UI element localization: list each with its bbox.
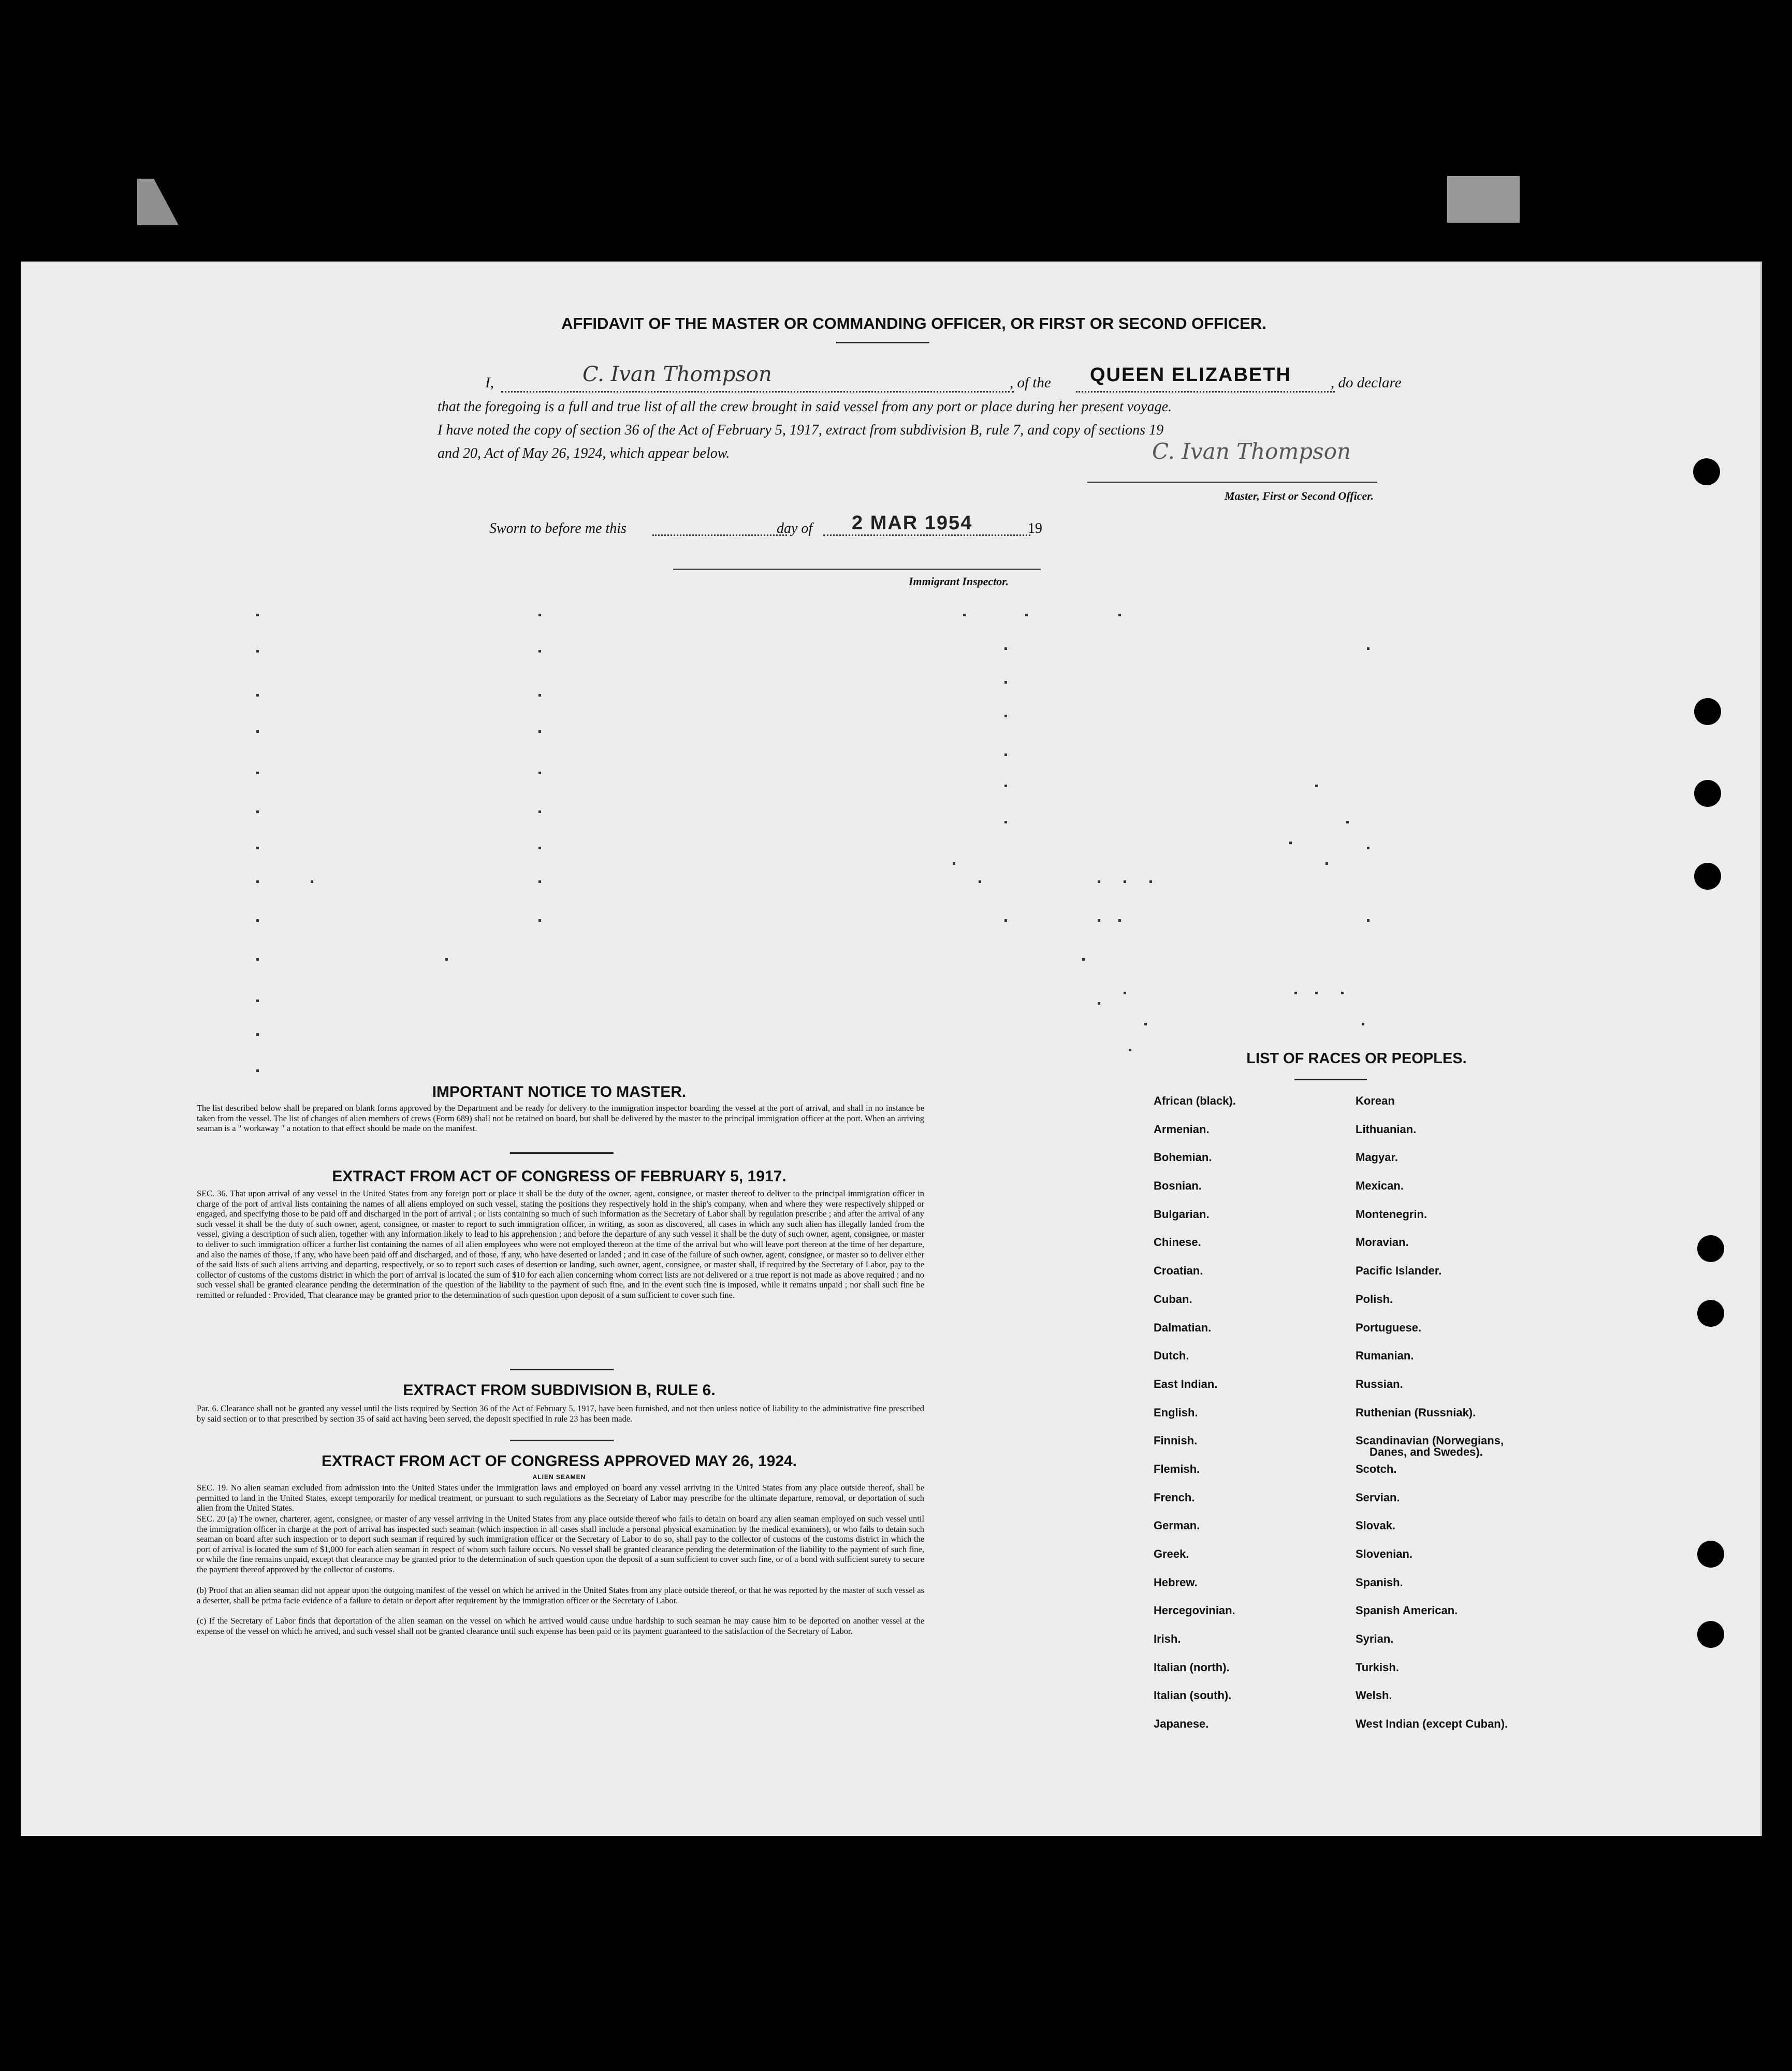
extract-1924-sec19: SEC. 19. No alien seaman excluded from admission into the United States under the immigration laws and employed on board any vessel arriving in the United States from any place outside thereof, shall be permitted to land in the United States, except temporarily for medical treatment, or pursuant to such regulations as the Secretary of Labor may prescribe for the ultimate departure, removal, or deportation of such alien from the United States. (197, 1483, 924, 1513)
punch-hole (1697, 1235, 1724, 1262)
bleed-dot (538, 847, 541, 849)
paper-scrap-right (1447, 176, 1520, 223)
race-left-item: Hercegovinian. (1154, 1604, 1235, 1617)
extract-1924-sec20b: (b) Proof that an alien seaman did not appear upon the outgoing manifest of the vessel on which he arrived in the United States from any place outside thereof, or that he was reported by the master of such vessel as a deserter, shall be prima facie evidence of a failure to detain or deport after requirement by the immigration officer or the Secretary of Labor. (197, 1585, 924, 1605)
bleed-dot (1004, 715, 1007, 717)
bleed-dot (1082, 958, 1085, 961)
bleed-dot (256, 1069, 259, 1072)
bleed-dot (1294, 992, 1297, 994)
vessel-name: QUEEN ELIZABETH (1090, 364, 1291, 386)
extract-rule6-title: EXTRACT FROM SUBDIVISION B, RULE 6. (403, 1382, 716, 1399)
race-left-item: East Indian. (1154, 1377, 1218, 1391)
race-right-item: Syrian. (1356, 1632, 1394, 1646)
race-left-item: Japanese. (1154, 1717, 1209, 1731)
bleed-dot (256, 880, 259, 883)
affidavit-i-label: I, (485, 374, 494, 391)
date-stamp: 2 MAR 1954 (852, 512, 973, 534)
bleed-dot (256, 1000, 259, 1002)
affidavit-line-4: and 20, Act of May 26, 1924, which appear below. (438, 445, 730, 461)
race-left-item: Chinese. (1154, 1236, 1201, 1249)
race-right-item: Spanish American. (1356, 1604, 1458, 1617)
extract-1917-title: EXTRACT FROM ACT OF CONGRESS OF FEBRUARY 5, 1917. (332, 1168, 786, 1185)
bleed-dot (1367, 647, 1370, 650)
race-right-item: Korean (1356, 1094, 1395, 1107)
race-left-item: Italian (south). (1154, 1689, 1232, 1702)
notice-body: The list described below shall be prepared on blank forms approved by the Department and be ready for delivery to the immigration inspector boarding the vessel at the port of arrival, and shall in no instance be taken from the vessel. The list of changes of alien members of crews (Form 689) shall not be retained on board, but shall be delivered by the master to the principal immigration officer at the port. When an arriving seaman is a " workaway " a notation to that effect should be made on the manifest. (197, 1103, 924, 1134)
bleed-dot (953, 862, 955, 865)
race-right-item: Mexican. (1356, 1179, 1404, 1193)
affidavit-line-2: that the foregoing is a full and true list of all the crew brought in said vessel from any port or place during her present voyage. (438, 399, 1172, 415)
form-sheet (21, 262, 1762, 1836)
bleed-dot (963, 614, 966, 616)
punch-hole (1694, 698, 1721, 725)
bleed-dot (1367, 847, 1370, 849)
bleed-dot (1004, 919, 1007, 922)
race-left-item: Hebrew. (1154, 1575, 1198, 1589)
bleed-dot (256, 1033, 259, 1036)
name-line (501, 391, 1014, 393)
race-right-item: Spanish. (1356, 1575, 1403, 1589)
extract-1924-sec20c: (c) If the Secretary of Labor finds that deportation of the alien seaman on the vessel on which he arrived would cause undue hardship to such seaman he may cause him to be deported on another vessel at the expense of the vessel on which he arrived, and such vessel shall not be granted clearance until such expense has been paid or its payment guaranteed to the satisfaction of the Secretary of Labor. (197, 1616, 924, 1636)
bleed-dot (256, 958, 259, 961)
race-right-item: Rumanian. (1356, 1349, 1414, 1363)
race-right-item: Lithuanian. (1356, 1122, 1417, 1136)
race-right-item: Servian. (1356, 1490, 1400, 1504)
race-right-item: Polish. (1356, 1292, 1393, 1306)
bleed-dot (1346, 821, 1349, 823)
bleed-dot (1004, 754, 1007, 756)
sworn-date-line (823, 534, 1030, 536)
affidavit-title: AFFIDAVIT OF THE MASTER OR COMMANDING OFFICER, OR FIRST OR SECOND OFFICER. (561, 314, 1266, 332)
race-right-item: Scandinavian (Norwegians, (1356, 1434, 1504, 1447)
bleed-dot (256, 919, 259, 922)
race-right-item: Montenegrin. (1356, 1207, 1427, 1221)
vessel-line (1076, 391, 1335, 393)
officer-signature: C. Ivan Thompson (1152, 439, 1351, 464)
race-right-item: Slovak. (1356, 1519, 1396, 1532)
race-right-item: Moravian. (1356, 1236, 1409, 1249)
bleed-dot (1325, 862, 1328, 865)
bleed-dot (1144, 1023, 1147, 1025)
bleed-dot (256, 847, 259, 849)
race-left-item: Italian (north). (1154, 1660, 1230, 1674)
race-right-item: West Indian (except Cuban). (1356, 1717, 1508, 1731)
punch-hole (1697, 1300, 1724, 1327)
race-left-item: Bosnian. (1154, 1179, 1202, 1193)
inspector-caption: Immigrant Inspector. (909, 575, 1009, 588)
bleed-dot (1004, 785, 1007, 787)
officer-caption: Master, First or Second Officer. (1225, 489, 1374, 502)
race-left-item: Cuban. (1154, 1292, 1192, 1306)
race-left-item: Bulgarian. (1154, 1207, 1210, 1221)
bleed-dot (538, 730, 541, 733)
race-right-item: Pacific Islander. (1356, 1264, 1442, 1278)
bleed-dot (538, 772, 541, 774)
bleed-dot (256, 810, 259, 813)
sworn-prefix: Sworn to before me this (489, 520, 627, 537)
title-underline (836, 342, 929, 343)
bleed-dot (1362, 1023, 1364, 1025)
master-name-signature: C. Ivan Thompson (582, 363, 772, 386)
paper-scrap-left (137, 179, 179, 225)
bleed-dot (256, 772, 259, 774)
bleed-dot (538, 880, 541, 883)
races-underline (1294, 1079, 1367, 1080)
punch-hole (1694, 863, 1721, 890)
race-left-item: Irish. (1154, 1632, 1181, 1646)
race-left-item: Dalmatian. (1154, 1321, 1212, 1334)
race-left-item: Bohemian. (1154, 1151, 1212, 1164)
race-right-item: Magyar. (1356, 1151, 1398, 1164)
bleed-dot (1004, 821, 1007, 823)
bleed-dot (538, 694, 541, 697)
extract-1924-sec20a: SEC. 20 (a) The owner, charterer, agent, consignee, or master of any vessel arriving in the United States from any place outside thereof who fails to detain on board any alien seaman employed on such vessel until the immigration officer in charge at the port of arrival has inspected such seaman (which inspection in all cases shall include a personal physical examination by the medical examiners), or who fails to detain such seaman on board after such inspection or to deport such seaman if required by such immigration officer or the Secretary of Labor to do so, shall pay to the collector of customs of the customs district in which the port of arrival is located the sum of $1,000 for each alien seaman in respect of whom such failure occurs. No vessel shall be granted clearance pending the determination of the liability to the payment of such fine, or while the fine remains unpaid, except that clearance may be granted prior to the determination of such question upon the deposit of a sum sufficient to cover such fine, or of a bond with sufficient surety to secure the payment thereof approved by the collector of customs. (197, 1514, 924, 1574)
races-title: LIST OF RACES OR PEOPLES. (1246, 1050, 1467, 1067)
bleed-dot (256, 614, 259, 616)
affidavit-line-3: I have noted the copy of section 36 of the Act of February 5, 1917, extract from subdivision B, rule 7, and copy of sections 19 (438, 422, 1164, 438)
race-left-item: German. (1154, 1519, 1200, 1532)
alien-seamen-subtitle: ALIEN SEAMEN (532, 1473, 586, 1481)
race-right-item: Scotch. (1356, 1462, 1397, 1475)
race-left-item: English. (1154, 1406, 1198, 1419)
race-continuation: Danes, and Swedes). (1370, 1445, 1483, 1458)
race-left-item: Dutch. (1154, 1349, 1189, 1363)
bleed-dot (979, 880, 981, 883)
race-left-item: African (black). (1154, 1094, 1236, 1107)
extract-1917-body: SEC. 36. That upon arrival of any vessel in the United States from any foreign port or place it shall be the duty of the owner, agent, consignee, or master thereof to deliver to the principal immigration officer in charge of the port of arrival lists containing the names of all aliens employed on such vessel, stating the positions they respectively hold in the ship's company, when and where they were respectively shipped or engaged, and specifying those to be paid off and discharged in the port of arrival ; or lists containing so much of such information as the Secretary of Labor shall by regulation prescribe ; and after the arrival of any such vessel it shall be the duty of such owner, agent, consignee, or master to report to such immigration officer, in writing, as soon as discovered, all cases in which any such alien has illegally landed from the vessel, giving a description of such alien, together with any information likely to lead to his apprehension ; and before the departure of any such vessel it shall be the duty of such owner, agent, consignee, or master to deliver to such immigration officer a further list containing the names of all alien employees who were not employed thereon at the time of the arrival but who will leave port thereon at the time of her departure, and also the names of those, if any, who have been paid off and discharged, and of those, if any, who have deserted or landed ; and in case of the failure of such owner, agent, consignee, or master so to deliver either of the said lists of such aliens arriving and departing, respectively, or so to report such cases of desertion or landing, such owner, agent, consignee, or master shall, if required by the Secretary of Labor, pay to the collector of customs of the customs district in which the port of arrival is located the sum of $10 for each alien concerning whom correct lists are not delivered or a true report is not made as above required ; and no such vessel shall be granted clearance pending the determination of the question of the liability to the payment of such fine, and in the event such fine is imposed, while it remains unpaid ; nor shall such fine be remitted or refunded : Provided, That clearance may be granted prior to the determination of such question upon deposit of a sum sufficient to cover such fine. (197, 1189, 924, 1300)
bleed-dot (1315, 992, 1318, 994)
bleed-dot (1367, 919, 1370, 922)
bleed-dot (1004, 681, 1007, 684)
race-right-item: Portuguese. (1356, 1321, 1422, 1334)
race-right-item: Ruthenian (Russniak). (1356, 1406, 1476, 1419)
punch-hole (1697, 1541, 1724, 1568)
races-left-column (1154, 1095, 1387, 1747)
race-right-item: Welsh. (1356, 1689, 1392, 1702)
bleed-dot (1129, 1049, 1131, 1051)
bleed-dot (445, 958, 448, 961)
race-right-item: Russian. (1356, 1377, 1403, 1391)
notice-title: IMPORTANT NOTICE TO MASTER. (432, 1083, 687, 1100)
race-left-item: Finnish. (1154, 1434, 1198, 1447)
bleed-dot (1004, 647, 1007, 650)
race-left-item: Armenian. (1154, 1122, 1210, 1136)
race-right-item: Slovenian. (1356, 1547, 1413, 1560)
do-declare-label: , do declare (1331, 374, 1402, 391)
of-the-label: , of the (1010, 374, 1051, 391)
bleed-dot (1098, 880, 1100, 883)
bleed-dot (1315, 785, 1318, 787)
bleed-dot (538, 810, 541, 813)
bleed-dot (538, 614, 541, 616)
officer-signature-line (1087, 482, 1377, 483)
day-of-label: day of (777, 520, 813, 537)
race-right-item: Turkish. (1356, 1660, 1399, 1674)
bleed-dot (1098, 919, 1100, 922)
race-left-item: Greek. (1154, 1547, 1189, 1560)
race-left-item: Croatian. (1154, 1264, 1203, 1278)
sworn-day-line (652, 534, 787, 536)
bleed-dot (256, 650, 259, 653)
bleed-dot (1124, 992, 1126, 994)
bleed-dot (538, 919, 541, 922)
punch-hole (1693, 458, 1720, 485)
punch-hole (1697, 1621, 1724, 1648)
bleed-dot (1118, 614, 1121, 616)
extract-1924-title: EXTRACT FROM ACT OF CONGRESS APPROVED MAY 26, 1924. (322, 1453, 797, 1470)
bleed-dot (538, 650, 541, 653)
year-suffix: 19 (1028, 520, 1042, 537)
bleed-dot (256, 694, 259, 697)
extract-rule6-body: Par. 6. Clearance shall not be granted any vessel until the lists required by Section 36 of the Act of February 5, 1917, have been furnished, and not then unless notice of liability to the administrative fine prescribed by said section or to that prescribed by section 35 of said act having been served, the deposit specified in rule 23 has been made. (197, 1403, 924, 1424)
bleed-dot (1124, 880, 1126, 883)
race-left-item: French. (1154, 1490, 1195, 1504)
bleed-dot (1118, 919, 1121, 922)
bleed-dot (1025, 614, 1028, 616)
race-left-item: Flemish. (1154, 1462, 1200, 1475)
inspector-signature-line (673, 569, 1041, 570)
bleed-dot (256, 730, 259, 733)
divider (510, 1440, 614, 1441)
bleed-dot (1149, 880, 1152, 883)
races-right-column (1356, 1095, 1589, 1747)
punch-hole (1694, 780, 1721, 807)
bleed-dot (1289, 842, 1292, 844)
divider (510, 1152, 614, 1154)
bleed-dot (1341, 992, 1344, 994)
divider (510, 1369, 614, 1370)
bleed-dot (1098, 1002, 1100, 1005)
bleed-dot (311, 880, 313, 883)
